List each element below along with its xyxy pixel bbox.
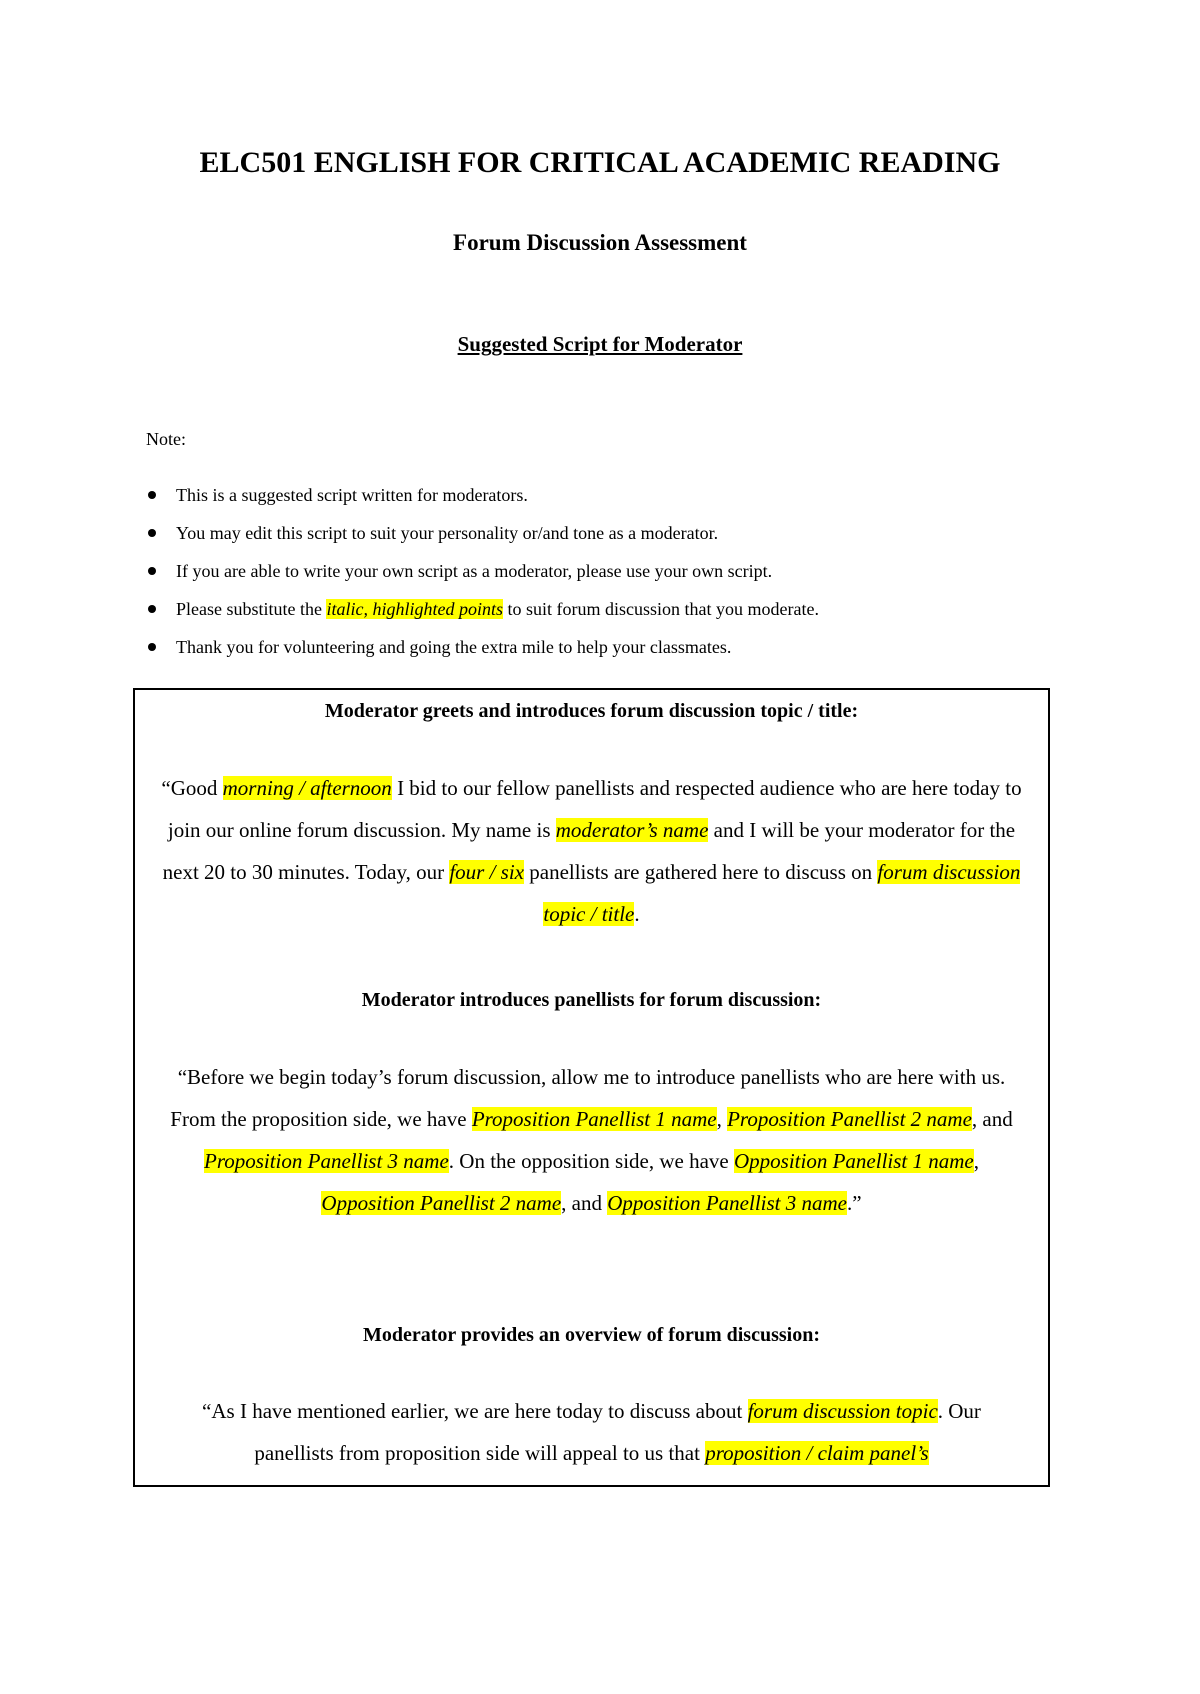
script-text: .	[634, 902, 640, 926]
script-text: “As I have mentioned earlier, we are here today to discuss about	[202, 1399, 748, 1423]
highlighted-placeholder: Proposition Panellist 3 name	[204, 1149, 449, 1173]
script-text: , and	[971, 1107, 1013, 1131]
greet-paragraph	[135, 767, 1048, 935]
script-text: . Our panellists from proposition side will appeal to us that	[254, 1399, 981, 1465]
script-text: panellists are gathered here to discuss on	[524, 860, 878, 884]
highlighted-placeholder: four / six	[449, 860, 524, 884]
intro-paragraph	[135, 1056, 1048, 1224]
highlighted-placeholder: moderator’s name	[555, 818, 709, 842]
note-text: If you are able to write your own script as a moderator, please use your own script.	[176, 561, 773, 581]
document-title: ELC501 ENGLISH FOR CRITICAL ACADEMIC READING	[199, 146, 1001, 179]
script-text: . On the opposition side, we have	[448, 1149, 734, 1173]
overview-heading: Moderator provides an overview of forum discussion:	[362, 1324, 820, 1346]
script-text: ,	[973, 1149, 979, 1173]
script-box	[133, 688, 1050, 1487]
bullet-icon	[148, 567, 156, 575]
highlighted-placeholder: morning / afternoon	[222, 776, 392, 800]
highlighted-placeholder: Proposition Panellist 1 name	[471, 1107, 717, 1131]
intro-heading: Moderator introduces panellists for forum discussion:	[361, 989, 822, 1011]
highlighted-placeholder: Proposition Panellist 2 name	[727, 1107, 972, 1131]
overview-paragraph	[135, 1390, 1048, 1474]
script-text: I bid to our fellow panellists and respected audience who are here today to join our online forum discussion. My name is	[167, 776, 1022, 842]
script-text: “Before we begin today’s forum discussion, allow me to introduce panellists who are here with us. From the proposition side, we have	[170, 1065, 1006, 1131]
bullet-icon	[148, 643, 156, 651]
highlighted-placeholder: Opposition Panellist 3 name	[607, 1191, 847, 1215]
highlighted-placeholder: proposition / claim panel’s	[705, 1441, 929, 1465]
script-text: “Good	[161, 776, 223, 800]
highlighted-placeholder: forum discussion topic / title	[543, 860, 1021, 926]
note-text: You may edit this script to suit your personality or/and tone as a moderator.	[176, 523, 719, 543]
notes-list	[146, 482, 1086, 672]
script-text: , and	[561, 1191, 608, 1215]
note-item	[146, 482, 1086, 520]
script-text: and I will be your moderator for the next 20 to 30 minutes. Today, our	[162, 818, 1016, 884]
script-text: ,	[716, 1107, 728, 1131]
note-item	[146, 596, 1086, 634]
document-subtitle: Forum Discussion Assessment	[453, 230, 747, 255]
highlighted-placeholder: italic, highlighted points	[326, 599, 503, 619]
script-heading: Suggested Script for Moderator	[457, 332, 743, 356]
highlighted-placeholder: Opposition Panellist 1 name	[734, 1149, 974, 1173]
note-item	[146, 558, 1086, 596]
note-text: This is a suggested script written for moderators.	[176, 485, 528, 505]
note-item	[146, 634, 1086, 672]
note-item	[146, 520, 1086, 558]
note-text: Thank you for volunteering and going the extra mile to help your classmates.	[176, 637, 732, 657]
note-label: Note:	[146, 429, 186, 449]
note-text-after: to suit forum discussion that you moderate.	[502, 599, 819, 619]
highlighted-placeholder: forum discussion topic	[747, 1399, 938, 1423]
note-text-before: Please substitute the	[176, 599, 327, 619]
greet-heading: Moderator greets and introduces forum discussion topic / title:	[324, 700, 859, 722]
script-text: .”	[847, 1191, 862, 1215]
bullet-icon	[148, 605, 156, 613]
bullet-icon	[148, 529, 156, 537]
bullet-icon	[148, 491, 156, 499]
highlighted-placeholder: Opposition Panellist 2 name	[321, 1191, 562, 1215]
